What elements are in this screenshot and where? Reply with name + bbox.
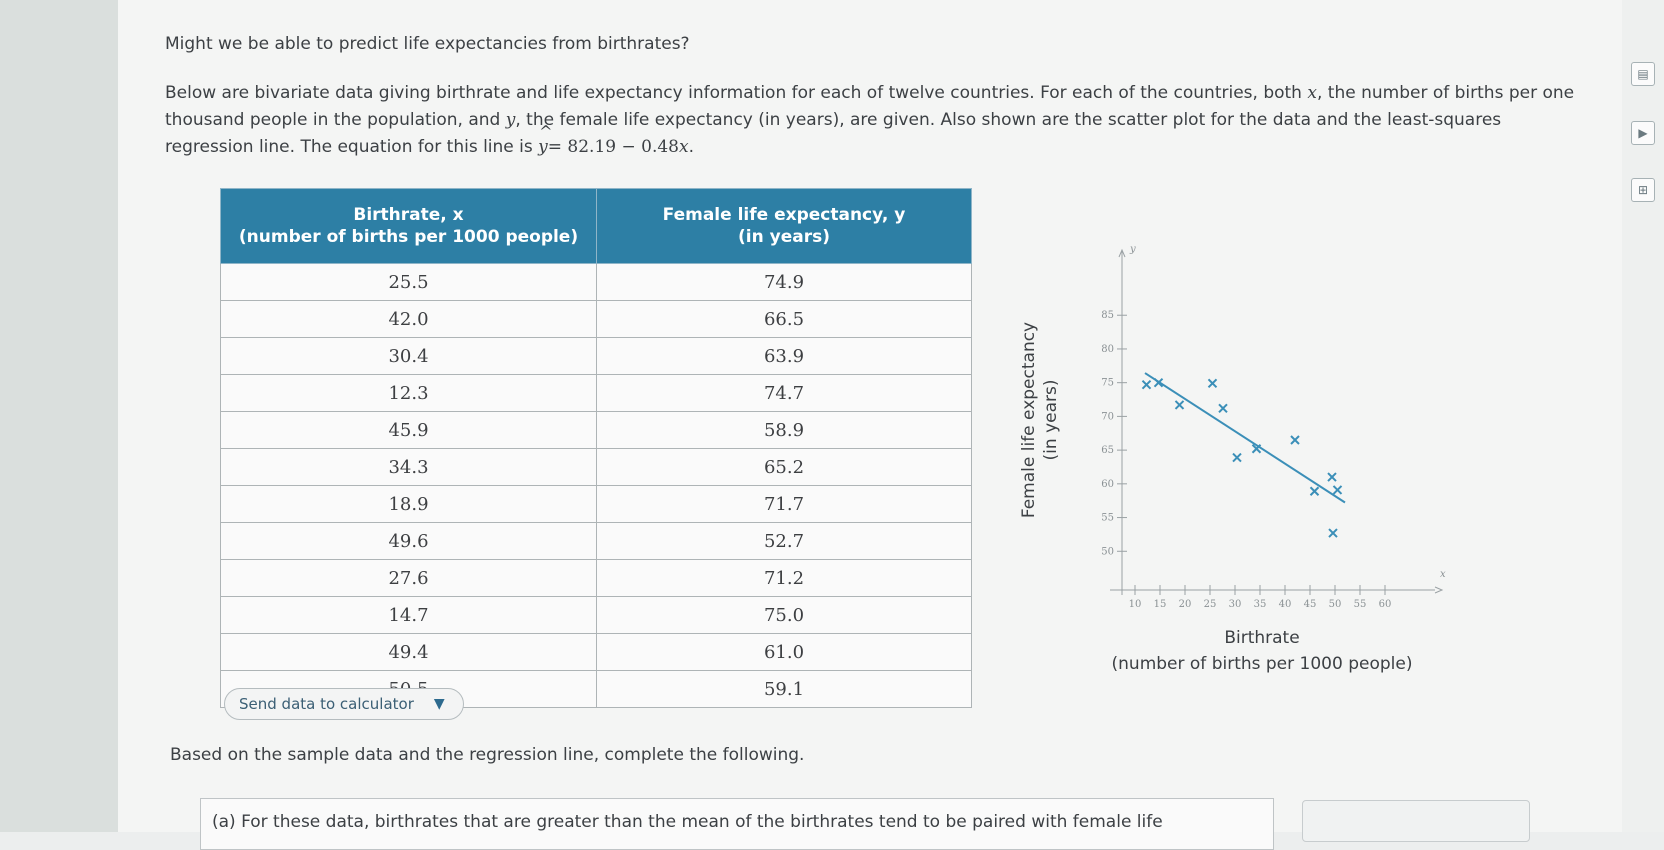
birthrate-cell: 30.4 — [221, 338, 597, 375]
y-tick-label: 85 — [1101, 310, 1114, 322]
birthrate-cell: 18.9 — [221, 486, 597, 523]
data-point — [1329, 529, 1337, 537]
y-tick-label: 75 — [1101, 377, 1114, 389]
y-tick-label: 80 — [1101, 343, 1114, 355]
life-expectancy-cell: 71.7 — [597, 486, 972, 523]
data-point — [1233, 454, 1241, 462]
life-expectancy-cell: 66.5 — [597, 301, 972, 338]
intro-paragraph — [165, 80, 1585, 161]
intro-text-3: , the female life expectancy (in years), are given. Also shown are the scatter plot for the data and the least-squares regression line. The equation for this line is — [165, 110, 1502, 157]
scatter-plot — [1010, 240, 1470, 680]
data-table — [220, 188, 972, 708]
birthrate-cell: 49.4 — [221, 634, 597, 671]
play-icon[interactable]: ▶ — [1631, 121, 1655, 145]
y-tick-label: 65 — [1101, 445, 1114, 457]
regression-line — [1145, 373, 1345, 502]
x-axis-label-line2: (number of births per 1000 people) — [1111, 654, 1413, 674]
birthrate-cell: 49.6 — [221, 523, 597, 560]
data-point — [1143, 381, 1151, 389]
y-axis-letter: y — [1130, 244, 1136, 255]
table-row — [221, 301, 972, 338]
x-tick-label: 40 — [1278, 599, 1292, 610]
x-axis-arrow — [1435, 587, 1442, 593]
left-margin — [0, 0, 118, 832]
table-row — [221, 560, 972, 597]
x-axis-label-line1: Birthrate — [1224, 628, 1300, 648]
birthrate-cell: 42.0 — [221, 301, 597, 338]
var-x: x — [1307, 83, 1317, 103]
x-tick-label: 35 — [1253, 599, 1267, 610]
life-expectancy-cell: 75.0 — [597, 597, 972, 634]
x-tick-label: 60 — [1378, 599, 1392, 610]
x-tick-label: 10 — [1128, 599, 1142, 610]
x-tick-label: 45 — [1303, 599, 1317, 610]
table-row — [221, 523, 972, 560]
y-tick-label: 60 — [1101, 478, 1114, 490]
life-expectancy-cell: 52.7 — [597, 523, 972, 560]
birthrate-cell: 45.9 — [221, 412, 597, 449]
x-tick-label: 25 — [1203, 599, 1217, 610]
table-row — [221, 338, 972, 375]
table-body — [221, 264, 972, 708]
calculator-icon[interactable]: ▤ — [1631, 62, 1655, 86]
table-row — [221, 264, 972, 301]
birthrate-cell: 27.6 — [221, 560, 597, 597]
data-point — [1334, 486, 1342, 494]
table-row — [221, 412, 972, 449]
send-data-label: Send data to calculator — [239, 695, 414, 713]
intro-text-2: , the number of births per one thousand people in the population, and — [165, 83, 1575, 130]
header-life-expectancy: Female life expectancy, y (in years) — [597, 189, 972, 264]
life-expectancy-cell: 59.1 — [597, 671, 972, 708]
equation-end: . — [688, 137, 694, 157]
header-birthrate: Birthrate, x (number of births per 1000 people) — [221, 189, 597, 264]
data-point — [1219, 404, 1227, 412]
equation-yhat: ^ y — [538, 134, 548, 161]
data-point — [1291, 436, 1299, 444]
life-expectancy-cell: 74.7 — [597, 375, 972, 412]
life-expectancy-cell: 71.2 — [597, 560, 972, 597]
birthrate-cell: 12.3 — [221, 375, 597, 412]
reference-icon[interactable]: ⊞ — [1631, 178, 1655, 202]
birthrate-cell: 25.5 — [221, 264, 597, 301]
table-row — [221, 449, 972, 486]
table-row — [221, 597, 972, 634]
answer-panel[interactable] — [1302, 800, 1530, 842]
y-tick-label: 50 — [1101, 546, 1114, 558]
life-expectancy-cell: 61.0 — [597, 634, 972, 671]
life-expectancy-cell: 58.9 — [597, 412, 972, 449]
life-expectancy-cell: 63.9 — [597, 338, 972, 375]
data-point — [1209, 379, 1217, 387]
x-axis-letter: x — [1440, 569, 1446, 580]
chevron-down-icon: ▼ — [433, 696, 445, 712]
life-expectancy-cell: 65.2 — [597, 449, 972, 486]
y-axis-label-line1: Female life expectancy — [1019, 321, 1039, 519]
y-tick-label: 55 — [1101, 512, 1114, 524]
table-row — [221, 375, 972, 412]
y-axis-label-line2: (in years) — [1041, 379, 1061, 461]
send-data-button[interactable] — [224, 688, 464, 720]
table-row — [221, 486, 972, 523]
table-row — [221, 634, 972, 671]
x-tick-label: 55 — [1353, 599, 1367, 610]
x-tick-label: 20 — [1178, 599, 1192, 610]
data-point — [1328, 473, 1336, 481]
data-point — [1176, 401, 1184, 409]
birthrate-cell: 34.3 — [221, 449, 597, 486]
x-tick-label: 15 — [1153, 599, 1167, 610]
x-tick-label: 50 — [1328, 599, 1342, 610]
right-toolbar — [1622, 0, 1664, 832]
equation-var: x — [678, 137, 689, 157]
question-title: Might we be able to predict life expectancies from birthrates? — [165, 34, 690, 54]
equation-rhs: = 82.19 − 0.48 — [547, 137, 679, 157]
x-tick-label: 30 — [1228, 599, 1242, 610]
part-a-text: (a) For these data, birthrates that are greater than the mean of the birthrates tend to be paired with female life — [212, 812, 1163, 832]
var-y: y — [505, 110, 516, 130]
y-tick-label: 70 — [1101, 411, 1114, 423]
intro-text-1: Below are bivariate data giving birthrate and life expectancy information for each of twelve countries. For each of the countries, both — [165, 83, 1308, 103]
birthrate-cell: 14.7 — [221, 597, 597, 634]
prompt-text: Based on the sample data and the regression line, complete the following. — [170, 745, 805, 765]
data-point — [1311, 487, 1319, 495]
life-expectancy-cell: 74.9 — [597, 264, 972, 301]
